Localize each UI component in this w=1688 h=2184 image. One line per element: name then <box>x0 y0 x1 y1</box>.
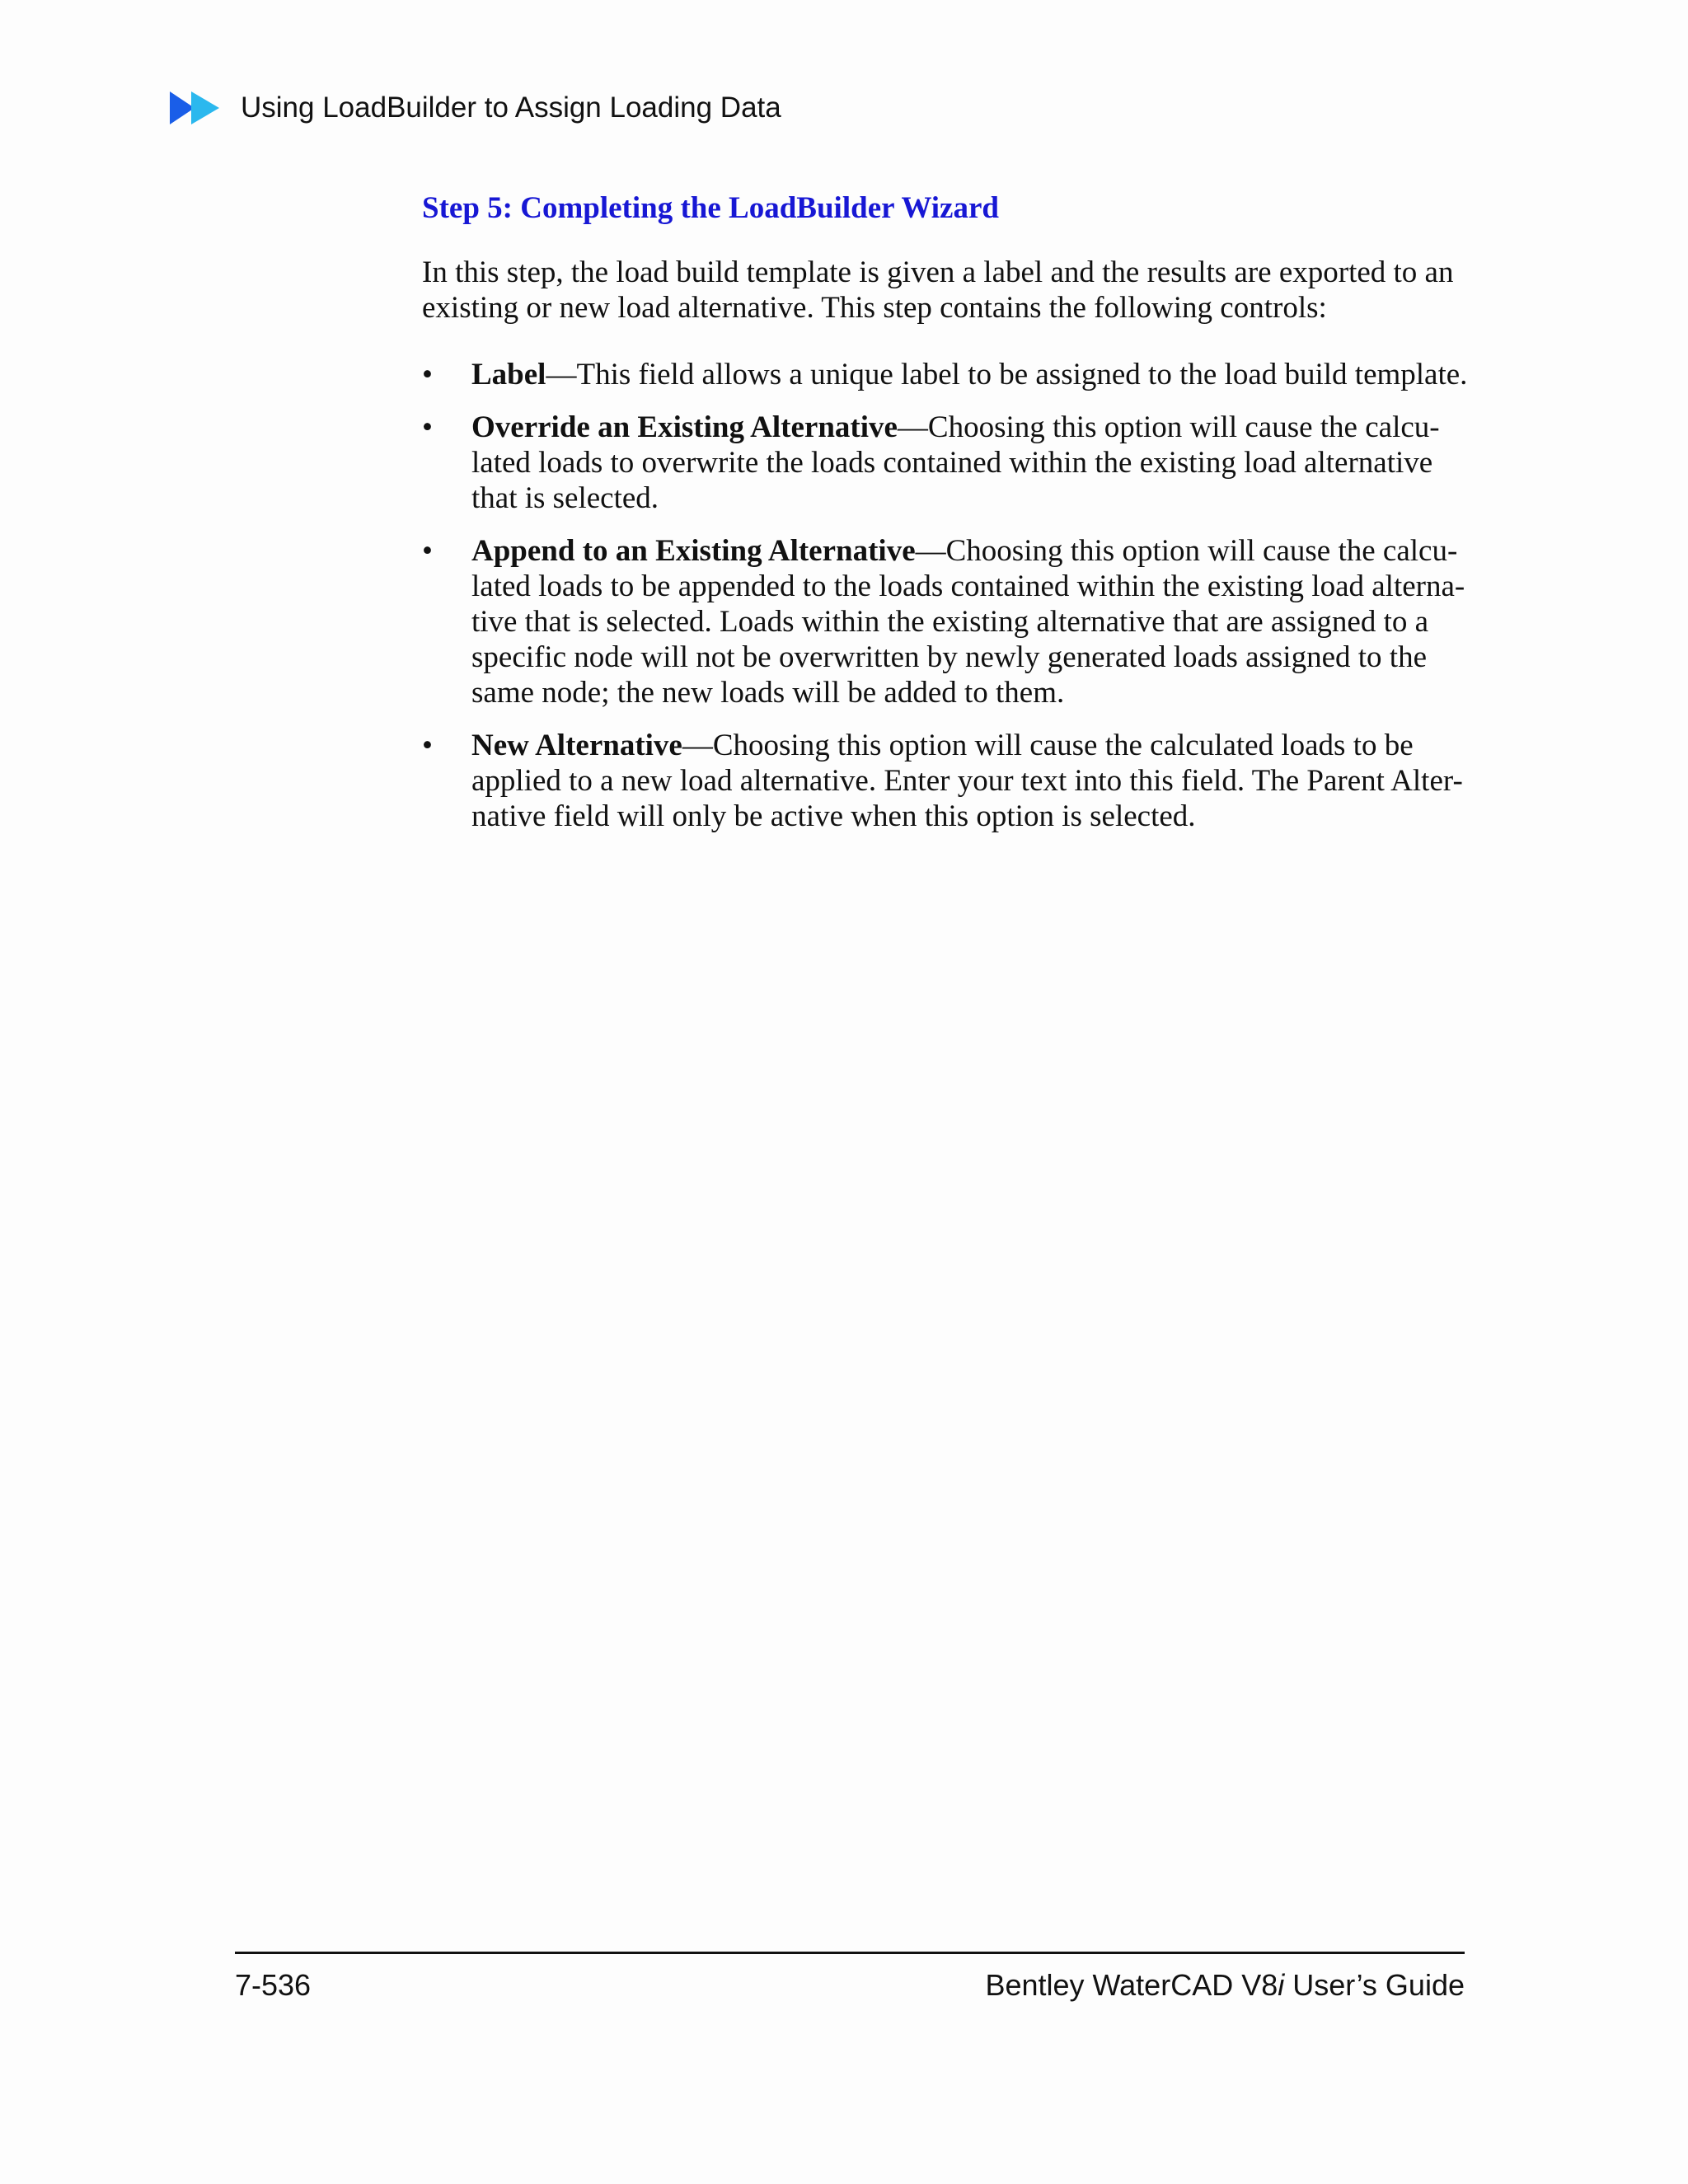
guide-title <box>985 1968 1465 2003</box>
item-description-line: native field will only be active when this option is selected. <box>471 799 1196 833</box>
list-item-append <box>422 533 1465 710</box>
intro-line: In this step, the load build template is given a label and the results are exported to an <box>422 255 1454 289</box>
item-description-line: that is selected. <box>471 481 659 515</box>
page-number: 7-536 <box>235 1968 312 2002</box>
item-description-line: —Choosing this option will cause the calculated loads to be <box>682 729 1414 762</box>
item-description-line: —Choosing this option will cause the calcu- <box>915 534 1458 568</box>
section-heading: Step 5: Completing the LoadBuilder Wizard <box>422 191 999 225</box>
item-term: Label <box>471 358 546 391</box>
item-description-line: —This field allows a unique label to be assigned to the load build template. <box>546 358 1468 391</box>
guide-title-prefix: Bentley WaterCAD V8 <box>985 1968 1278 2002</box>
double-arrow-right-icon <box>170 90 223 126</box>
list-item-label <box>422 357 1468 392</box>
list-item-new-alternative <box>422 728 1462 834</box>
bullet-icon: • <box>422 534 433 568</box>
item-description-line: tive that is selected. Loads within the existing alternative that are assigned to a <box>471 605 1429 639</box>
running-header <box>170 87 781 129</box>
item-description-line: —Choosing this option will cause the calcu- <box>897 410 1440 444</box>
guide-title-suffix: User’s Guide <box>1284 1968 1465 2002</box>
bullet-icon: • <box>422 410 433 444</box>
bullet-icon: • <box>422 358 433 391</box>
item-term: Override an Existing Alternative <box>471 410 898 444</box>
item-description-line: specific node will not be overwritten by newly generated loads assigned to the <box>471 640 1427 674</box>
main-content <box>422 188 1468 851</box>
bullet-icon: • <box>422 729 433 762</box>
header-title: Using LoadBuilder to Assign Loading Data <box>241 91 781 124</box>
controls-list <box>422 357 1468 834</box>
page-footer <box>235 1968 1465 2009</box>
item-description-line: lated loads to overwrite the loads contained within the existing load alternative <box>471 446 1433 480</box>
item-description-line: lated loads to be appended to the loads contained within the existing load alterna- <box>471 569 1465 603</box>
intro-line: existing or new load alternative. This step contains the following controls: <box>422 291 1327 325</box>
guide-title-italic: i <box>1278 1968 1285 2002</box>
footer-divider <box>235 1952 1465 1954</box>
intro-paragraph <box>422 255 1462 326</box>
item-term: New Alternative <box>471 729 682 762</box>
item-term: Append to an Existing Alternative <box>471 534 916 568</box>
item-description-line: same node; the new loads will be added to them. <box>471 676 1065 710</box>
list-item-override <box>422 410 1462 516</box>
item-description-line: applied to a new load alternative. Enter your text into this field. The Parent Alter- <box>471 764 1463 798</box>
